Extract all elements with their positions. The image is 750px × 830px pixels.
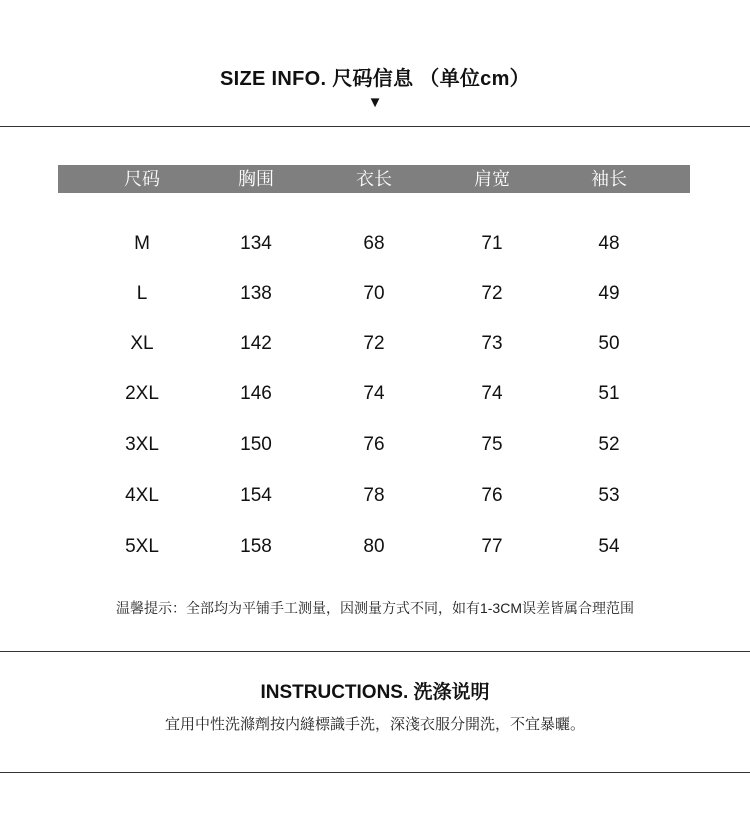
table-cell: L — [136, 283, 148, 304]
table-cell: 76 — [363, 434, 385, 455]
middle-divider — [0, 651, 750, 652]
table-cell: 75 — [481, 434, 503, 455]
table-row — [0, 532, 750, 562]
header-length: 衣长 — [356, 169, 392, 189]
instructions-text: 宜用中性洗滌劑按内縫標識手洗，深淺衣服分開洗，不宜暴曬。 — [164, 716, 585, 733]
table-cell: 71 — [481, 233, 503, 254]
table-row — [0, 279, 750, 309]
instructions-title: INSTRUCTIONS. 洗涤说明 — [260, 682, 490, 703]
header-chest: 胸围 — [238, 169, 274, 189]
table-cell: 158 — [240, 536, 272, 557]
table-cell: 53 — [598, 485, 620, 506]
table-cell: 76 — [481, 485, 503, 506]
table-cell: 72 — [363, 333, 385, 354]
table-cell: 138 — [240, 283, 272, 304]
header-shoulder: 肩宽 — [474, 169, 510, 189]
table-cell: 74 — [363, 383, 385, 404]
table-row — [0, 481, 750, 511]
table-cell: XL — [130, 333, 154, 354]
table-cell: 5XL — [125, 536, 159, 557]
table-cell: 2XL — [125, 383, 159, 404]
bottom-divider — [0, 772, 750, 773]
table-cell: 68 — [363, 233, 385, 254]
table-row — [0, 329, 750, 359]
table-cell: 48 — [598, 233, 620, 254]
table-cell: 52 — [598, 434, 620, 455]
size-info-title: SIZE INFO. 尺码信息 （单位cm） — [220, 68, 530, 90]
table-cell: 154 — [240, 485, 272, 506]
table-cell: 134 — [240, 233, 272, 254]
table-cell: 50 — [598, 333, 620, 354]
table-cell: 51 — [598, 383, 620, 404]
table-cell: 78 — [363, 485, 385, 506]
table-cell: 72 — [481, 283, 503, 304]
table-cell: 150 — [240, 434, 272, 455]
down-arrow-icon: ▼ — [367, 94, 383, 111]
table-cell: 80 — [363, 536, 385, 557]
table-cell: 146 — [240, 383, 272, 404]
table-cell: 4XL — [125, 485, 159, 506]
table-cell: 142 — [240, 333, 272, 354]
measurement-note: 温馨提示：全部均为平铺手工测量，因测量方式不同，如有1-3CM误差皆属合理范围 — [115, 600, 634, 616]
table-row — [0, 379, 750, 409]
table-cell: 54 — [598, 536, 620, 557]
table-cell: 77 — [481, 536, 503, 557]
table-cell: M — [134, 233, 150, 254]
header-sleeve: 袖长 — [591, 169, 627, 189]
header-size: 尺码 — [124, 169, 160, 189]
table-row — [0, 229, 750, 259]
table-row — [0, 430, 750, 460]
table-cell: 74 — [481, 383, 503, 404]
table-cell: 73 — [481, 333, 503, 354]
table-cell: 49 — [598, 283, 620, 304]
table-cell: 3XL — [125, 434, 159, 455]
table-cell: 70 — [363, 283, 385, 304]
